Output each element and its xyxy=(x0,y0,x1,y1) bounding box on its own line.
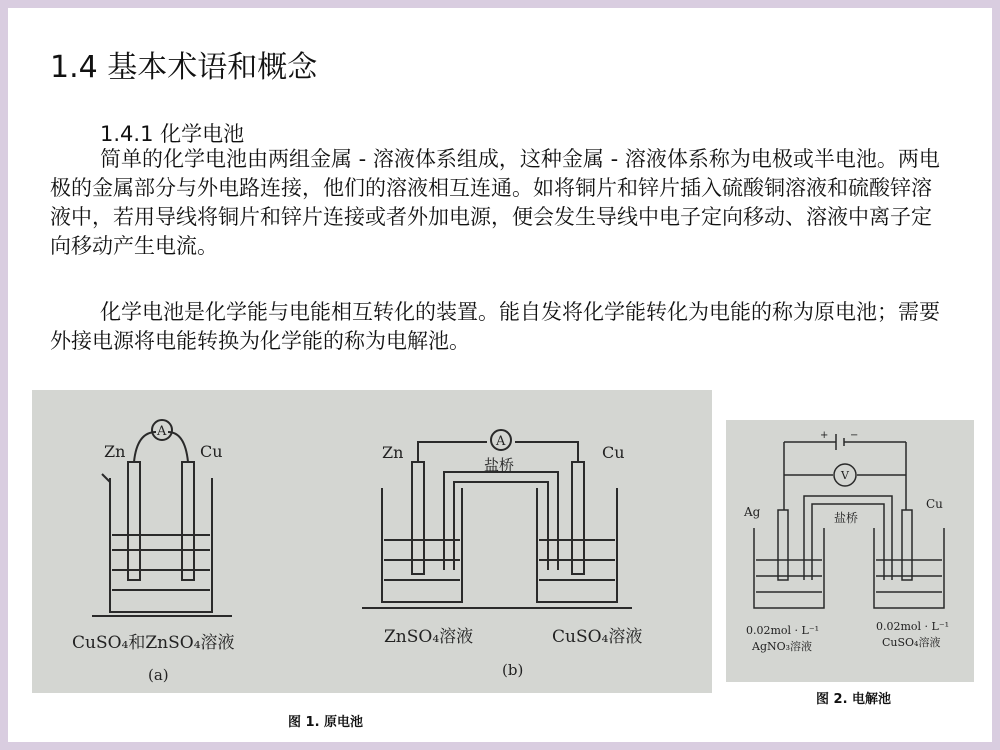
figure-1-image xyxy=(32,390,712,693)
paragraph-2: 化学电池是化学能与电能相互转化的装置。能自发将化学能转化为电能的称为原电池；需要外接电源将电能转换为化学能的称为电解池。 xyxy=(50,300,940,353)
electrode-cu-b xyxy=(572,462,584,574)
voltmeter-label: V xyxy=(841,469,849,482)
label-cu-b: Cu xyxy=(602,443,625,462)
salt-bridge-label: 盐桥 xyxy=(834,511,859,525)
figure-2-image xyxy=(726,420,974,682)
section-title: 1.4 基本术语和概念 xyxy=(50,50,318,85)
electrode-ag xyxy=(778,510,788,580)
figure-2-diagram xyxy=(726,420,974,682)
battery-minus-label: − xyxy=(850,430,859,441)
salt-bridge xyxy=(804,496,892,580)
solution-label-a: CuSO₄和ZnSO₄溶液 xyxy=(72,633,235,653)
slide xyxy=(8,8,992,742)
electrode-cu-a xyxy=(182,462,194,580)
paragraph-1: 简单的化学电池由两组金属 - 溶液体系组成，这种金属 - 溶液体系称为电极或半电池。两电极的金属部分与外电路连接，他们的溶液相互连通。如将铜片和锌片插入硫酸铜溶液和硫酸锌溶液中，若用导线将铜片和锌片连接或者外加电源，便会发生导线中电子定向移动、溶液中离子定向移动产生电流。 xyxy=(50,147,940,258)
label-cu: Cu xyxy=(926,497,943,511)
right-solution: CuSO₄溶液 xyxy=(882,636,941,649)
subsection-title: 1.4.1 化学电池 xyxy=(100,122,245,146)
battery-plus-label: + xyxy=(820,430,829,441)
electrode-cu xyxy=(902,510,912,580)
right-concentration: 0.02mol · L⁻¹ xyxy=(876,620,950,633)
solution-label-b-right: CuSO₄溶液 xyxy=(552,627,643,647)
figure-2-caption: 图 2. 电解池 xyxy=(816,692,892,707)
left-concentration: 0.02mol · L⁻¹ xyxy=(746,624,820,637)
ammeter-b-label: A xyxy=(496,434,506,449)
ammeter-a-label: A xyxy=(157,424,167,439)
figure-1-diagram xyxy=(32,390,712,693)
subfigure-a-label: (a) xyxy=(148,666,169,684)
label-zn-a: Zn xyxy=(104,442,126,461)
label-ag: Ag xyxy=(744,505,761,519)
left-solution: AgNO₃溶液 xyxy=(752,640,813,653)
figure-1-caption: 图 1. 原电池 xyxy=(288,715,364,730)
label-zn-b: Zn xyxy=(382,443,404,462)
salt-bridge-b-label: 盐桥 xyxy=(484,456,515,474)
electrode-zn-a xyxy=(128,462,140,580)
beaker-left xyxy=(754,528,824,608)
beaker-b-left xyxy=(382,488,462,602)
label-cu-a: Cu xyxy=(200,442,223,461)
solution-label-b-left: ZnSO₄溶液 xyxy=(384,627,474,647)
electrode-zn-b xyxy=(412,462,424,574)
subfigure-b-label: (b) xyxy=(502,661,524,679)
beaker-a xyxy=(110,478,212,612)
